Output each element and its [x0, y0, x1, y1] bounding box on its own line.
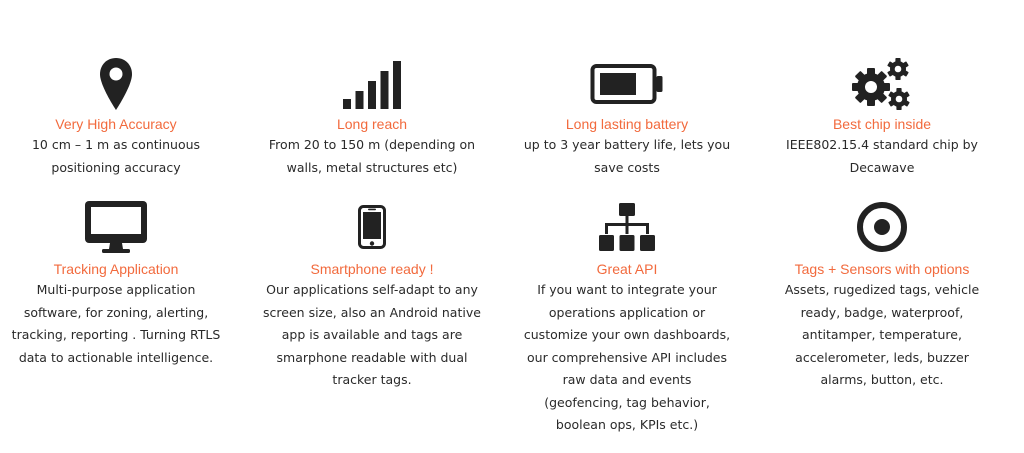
- battery-icon: [512, 56, 742, 112]
- feature-title: Tracking Application: [53, 261, 179, 277]
- feature-title: Best chip inside: [832, 116, 932, 132]
- feature-title: Tags + Sensors with options: [794, 261, 970, 277]
- feature-title: Long lasting battery: [565, 116, 689, 132]
- feature-description: Multi-purpose application software, for zoning, alerting, tracking, reporting . Turning RTLS data to actionable intelligence.: [11, 282, 221, 365]
- feature-description: up to 3 year battery life, lets you save costs: [523, 137, 731, 175]
- feature-description: Our applications self-adapt to any screen size, also an Android native app is available and tags are smarphone readable with dual tracker tags.: [263, 282, 481, 387]
- signal-bars-icon: [257, 56, 487, 112]
- feature-title: Great API: [596, 261, 658, 277]
- feature-description: IEEE802.15.4 standard chip by Decawave: [786, 137, 978, 175]
- feature-title: Long reach: [336, 116, 408, 132]
- sitemap-icon: [512, 199, 742, 255]
- gears-icon: [767, 56, 997, 112]
- feature-description: If you want to integrate your operations application or customize your own dashboards, our comprehensive API includes raw data and events (geofencing, tag behavior, boolean ops, KPIs etc.): [523, 282, 731, 432]
- smartphone-icon: [257, 199, 487, 255]
- location-pin-icon: [1, 56, 231, 112]
- feature-description: From 20 to 150 m (depending on walls, metal structures etc): [268, 137, 476, 175]
- feature-description: 10 cm – 1 m as continuous positioning accuracy: [31, 137, 201, 175]
- desktop-monitor-icon: [1, 199, 231, 255]
- bullseye-icon: [767, 199, 997, 255]
- feature-description: Assets, rugedized tags, vehicle ready, badge, waterproof, antitamper, temperature, accelerometer, leds, buzzer alarms, button, etc.: [784, 282, 980, 387]
- feature-title: Smartphone ready !: [310, 261, 434, 277]
- feature-title: Very High Accuracy: [55, 116, 177, 132]
